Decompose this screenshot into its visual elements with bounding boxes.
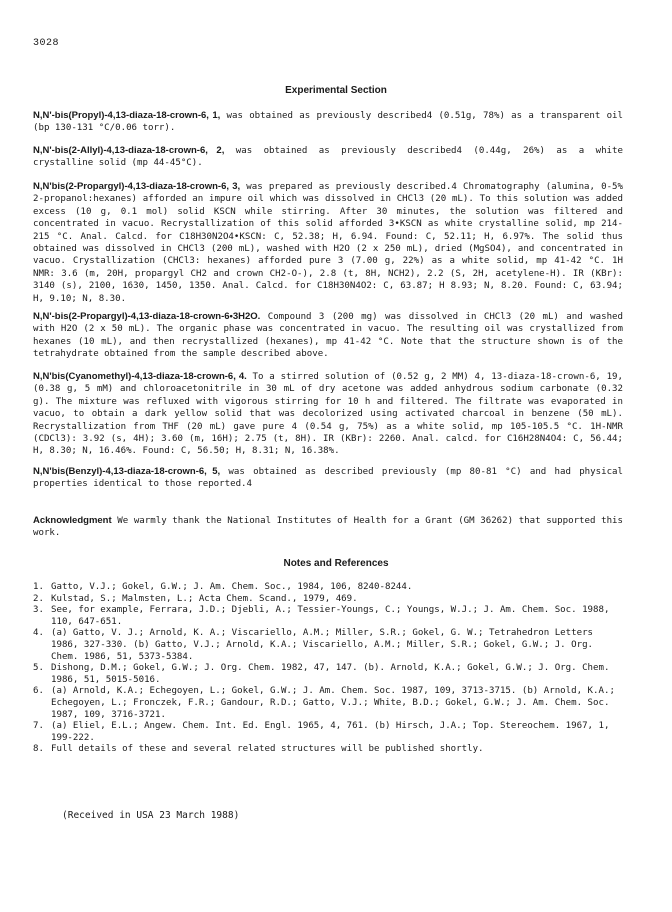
paragraph-compound-3 (33, 181, 623, 305)
reference-text: (a) Arnold, K.A.; Echegoyen, L.; Gokel, G.W.; J. Am. Chem. Soc. 1987, 109, 3713-3715. (b) Arnold, K.A.; Echegoyen, L.; Fronczek, F.R.; Gandour, R.D.; Gatto, V.J.; White, B.D.; Gokel, G.W.; J. Am. Chem. Soc. 1987, 109, 3716-3721. (51, 686, 615, 720)
paragraph-compound-1 (33, 110, 623, 135)
compound-name: N,N'bis(Benzyl)-4,13-diaza-18-crown-6, 5, (33, 466, 221, 477)
reference-item (33, 744, 623, 756)
reference-text: See, for example, Ferrara, J.D.; Djebli, A.; Tessier-Youngs, C.; Youngs, W.J.; J. Am. Chem. Soc. 1988, 110, 647-651. (51, 605, 610, 627)
experimental-section-title: Experimental Section (285, 85, 387, 96)
reference-number: 6. (33, 686, 44, 697)
reference-number: 7. (33, 721, 44, 732)
reference-number: 2. (33, 593, 44, 604)
notes-and-references-title: Notes and References (283, 558, 389, 569)
reference-item (33, 605, 623, 628)
reference-number: 8. (33, 744, 44, 755)
reference-item (33, 582, 623, 594)
reference-text: Dishong, D.M.; Gokel, G.W.; J. Org. Chem. 1982, 47, 147. (b). Arnold, K.A.; Gokel, G.W.; J. Org. Chem. 1986, 51, 5015-5016. (51, 663, 610, 685)
paragraph-compound-3-hydrate (33, 311, 623, 361)
compound-name: N,N'bis(2-Propargyl)-4,13-diaza-18-crown-6, 3, (33, 181, 241, 192)
reference-item (33, 628, 623, 663)
compound-name: N,N'-bis(2-Propargyl)-4,13-diaza-18-crown-6•3H2O. (33, 311, 261, 322)
reference-number: 1. (33, 582, 44, 592)
reference-text: Gatto, V.J.; Gokel, G.W.; J. Am. Chem. Soc., 1984, 106, 8240-8244. (51, 582, 413, 592)
acknowledgment-text: We warmly thank the National Institutes of Health for a Grant (GM 36262) that supported this work. (33, 516, 623, 539)
reference-number: 5. (33, 663, 44, 674)
compound-name: N,N'bis(Cyanomethyl)-4,13-diaza-18-crown-6, 4. (33, 371, 247, 382)
paragraph-text: To a stirred solution of (0.52 g, 2 MM) 4, 13-diaza-18-crown-6, 19, (0.38 g, 5 mM) and chloroacetonitrile in 30 mL of dry acetone was added anhydrous sodium carbonate (0.32 g). The mixture was refluxed with vigorous stirring for 10 h and filtered. The filtrate was evaporated in vacuo, to obtain a dark yellow solid that was decolorized using activated charcoal in benzene (50 mL). Recrystallization from THF (20 mL) gave pure 4 (0.54 g, 75%) as a white solid, mp 105-105.5 °C. 1H-NMR (CDCl3): 3.92 (s, 4H); 3.60 (m, 16H); 2.75 (t, 8H). IR (KBr): 2260. Anal. calcd. for C16H28N4O4: C, 56.44; H, 8.30; N, 16.46%. Found: C, 56.50; H, 8.31; N, 16.38%. (33, 372, 623, 457)
reference-number: 3. (33, 605, 44, 616)
paragraph-text: was obtained as described previously (mp 80-81 °C) and had physical properties identical to those reported.4 (33, 467, 624, 490)
page-number: 3028 (33, 38, 60, 49)
paragraph-compound-4 (33, 371, 623, 458)
paragraph-compound-5 (33, 466, 623, 491)
reference-list (33, 582, 623, 756)
reference-text: (a) Eliel, E.L.; Angew. Chem. Int. Ed. Engl. 1965, 4, 761. (b) Hirsch, J.A.; Top. Stereochem. 1967, 1, 199-222. (51, 721, 610, 743)
compound-name: N,N'-bis(2-Allyl)-4,13-diaza-18-crown-6, 2, (33, 145, 225, 156)
compound-name: N,N'-bis(Propyl)-4,13-diaza-18-crown-6, 1, (33, 110, 221, 121)
reference-item (33, 721, 623, 744)
paragraph-text: was prepared as previously described.4 Chromatography (alumina, 0-5% 2-propanol:hexanes) afforded an impure oil which was dissolved in CHCl3 (20 mL). To this solution was added excess (10 g, 0.1 mol) solid KSCN while stirring. After 30 minutes, the solution was filtered and concentrated in vacuo. Recrystallization of this solid afforded 3•KSCN as white crystalline solid, mp 214-215 °C. Anal. Calcd. for C18H30N2O4•KSCN: C, 52.38; H, 6.94. Found: C, 52.11; H, 6.97%. The solid thus obtained was dissolved in CHCl3 (200 mL), washed with H2O (2 x 250 mL), dried (MgSO4), and concentrated in vacuo. Crystallization (CHCl3: hexanes) afforded pure 3 (7.00 g, 22%) as a white solid, mp 41-42 °C. 1H NMR: 3.6 (m, 20H, propargyl CH2 and crown CH2-O-), 2.8 (t, 8H, NCH2), 2.2 (S, 2H, acetylene-H). IR (KBr): 3140 (s), 2100, 1630, 1450, 1350. Anal. Calcd. for C18H30N4O2: C, 63.87; H 8.93; N, 8.20. Found: C, 63.94; H, 9.10; N, 8.30. (33, 182, 623, 304)
reference-item (33, 686, 623, 721)
paragraph-text: was obtained as previously described4 (0.44g, 26%) as a white crystalline solid (mp 44-45°C). (33, 146, 623, 169)
reference-item (33, 594, 623, 606)
paragraph-text: was obtained as previously described4 (0.51g, 78%) as a transparent oil (bp 130-131 °C/0.06 torr). (33, 111, 623, 134)
received-date: (Received in USA 23 March 1988) (62, 810, 240, 821)
reference-text: Full details of these and several related structures will be published shortly. (51, 744, 484, 755)
reference-number: 4. (33, 628, 44, 639)
reference-text: Kulstad, S.; Malmsten, L.; Acta Chem. Scand., 1979, 469. (51, 593, 358, 604)
acknowledgment (33, 515, 623, 540)
paragraph-text: Compound 3 (200 mg) was dissolved in CHCl3 (20 mL) and washed with H2O (2 x 50 mL). The organic phase was concentrated in vacuo. The resulting oil was crystallized from hexanes (10 mL), and then recrystallized (hexanes), mp 41-42 °C. Note that the structure shown is of the tetrahydrate obtained from the sample described above. (33, 312, 623, 360)
reference-item (33, 663, 623, 686)
paragraph-compound-2 (33, 145, 623, 170)
reference-text: (a) Gatto, V. J.; Arnold, K. A.; Viscariello, A.M.; Miller, S.R.; Gokel, G. W.; Tetrahedron Letters 1986, 327-330. (b) Gatto, V.J.; Arnold, K.A.; Viscariello, A.M.; Miller, S.R.; Gokel, G.W.; J. Org. Chem. 1986, 51, 5373-5384. (51, 628, 594, 662)
acknowledgment-label: Acknowledgment (33, 515, 112, 526)
